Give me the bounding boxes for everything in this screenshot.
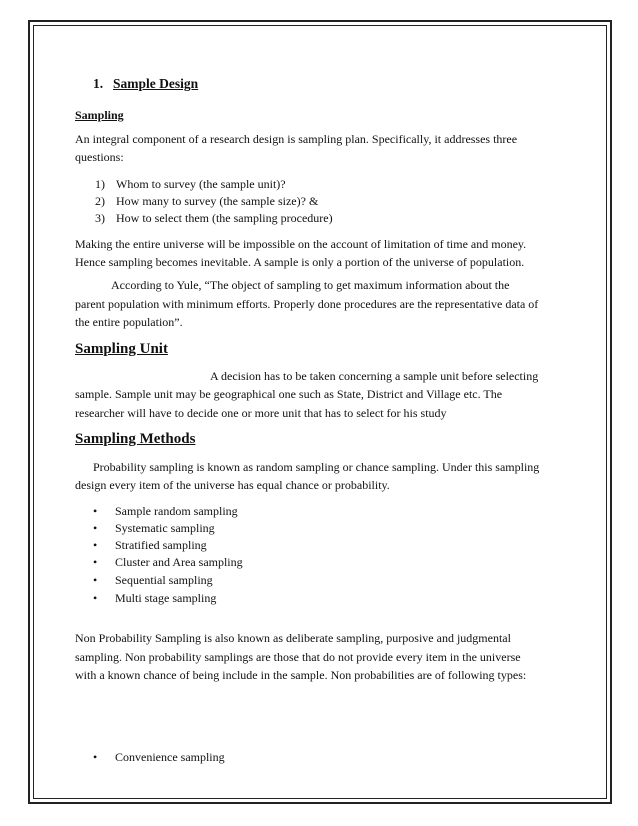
question-text: Whom to survey (the sample unit)? — [116, 177, 286, 191]
bullet-icon: • — [93, 538, 98, 552]
list-item-text: Sample random sampling — [115, 504, 238, 518]
bullet-icon: • — [93, 573, 98, 587]
list-item-text: Multi stage sampling — [115, 591, 217, 605]
nonprob-line-2: sampling. Non probability samplings are those that do not provide every item in the universe — [75, 650, 521, 664]
question-text: How many to survey (the sample size)? & — [116, 194, 319, 208]
nonprob-line-3: with a known chance of being include in the sample. Non probabilities are of following types: — [75, 668, 527, 682]
probability-line-2: design every item of the universe has equal chance or probability. — [75, 478, 390, 492]
yule-line-1: According to Yule, “The object of sampling to get maximum information about the — [111, 278, 510, 292]
yule-line-3: the entire population”. — [75, 315, 183, 329]
nonprob-line-1: Non Probability Sampling is also known as deliberate sampling, purposive and judgmental — [75, 631, 511, 645]
sampling-methods-heading: Sampling Methods — [75, 431, 196, 447]
sampling-unit-line-1: A decision has to be taken concerning a sample unit before selecting — [210, 369, 539, 383]
question-text: How to select them (the sampling procedure) — [116, 211, 333, 225]
question-number: 2) — [95, 194, 105, 208]
intro-line-2: questions: — [75, 150, 124, 164]
question-number: 1) — [95, 177, 105, 191]
page-title: Sample Design — [113, 76, 199, 91]
sampling-unit-line-2: sample. Sample unit may be geographical one such as State, District and Village etc. The — [75, 387, 503, 401]
bullet-icon: • — [93, 750, 98, 764]
sampling-subheading: Sampling — [75, 108, 124, 122]
heading-number: 1. — [93, 76, 104, 91]
list-item-text: Sequential sampling — [115, 573, 213, 587]
para2-line-2: Hence sampling becomes inevitable. A sample is only a portion of the universe of population. — [75, 255, 525, 269]
bullet-icon: • — [93, 504, 98, 518]
yule-line-2: parent population with minimum efforts. Properly done procedures are the representative data of — [75, 297, 539, 311]
bullet-icon: • — [93, 591, 98, 605]
bullet-icon: • — [93, 521, 98, 535]
intro-line-1: An integral component of a research design is sampling plan. Specifically, it addresses three — [75, 132, 518, 146]
list-item-text: Cluster and Area sampling — [115, 555, 243, 569]
list-item-text: Systematic sampling — [115, 521, 215, 535]
sampling-unit-line-3: researcher will have to decide one or more unit that has to select for his study — [75, 406, 447, 420]
probability-line-1: Probability sampling is known as random sampling or chance sampling. Under this sampling — [93, 460, 540, 474]
bullet-icon: • — [93, 555, 98, 569]
list-item-text: Stratified sampling — [115, 538, 207, 552]
question-number: 3) — [95, 211, 105, 225]
para2-line-1: Making the entire universe will be impossible on the account of limitation of time and money. — [75, 237, 527, 251]
list-item-text: Convenience sampling — [115, 750, 225, 764]
sampling-unit-heading: Sampling Unit — [75, 341, 168, 357]
